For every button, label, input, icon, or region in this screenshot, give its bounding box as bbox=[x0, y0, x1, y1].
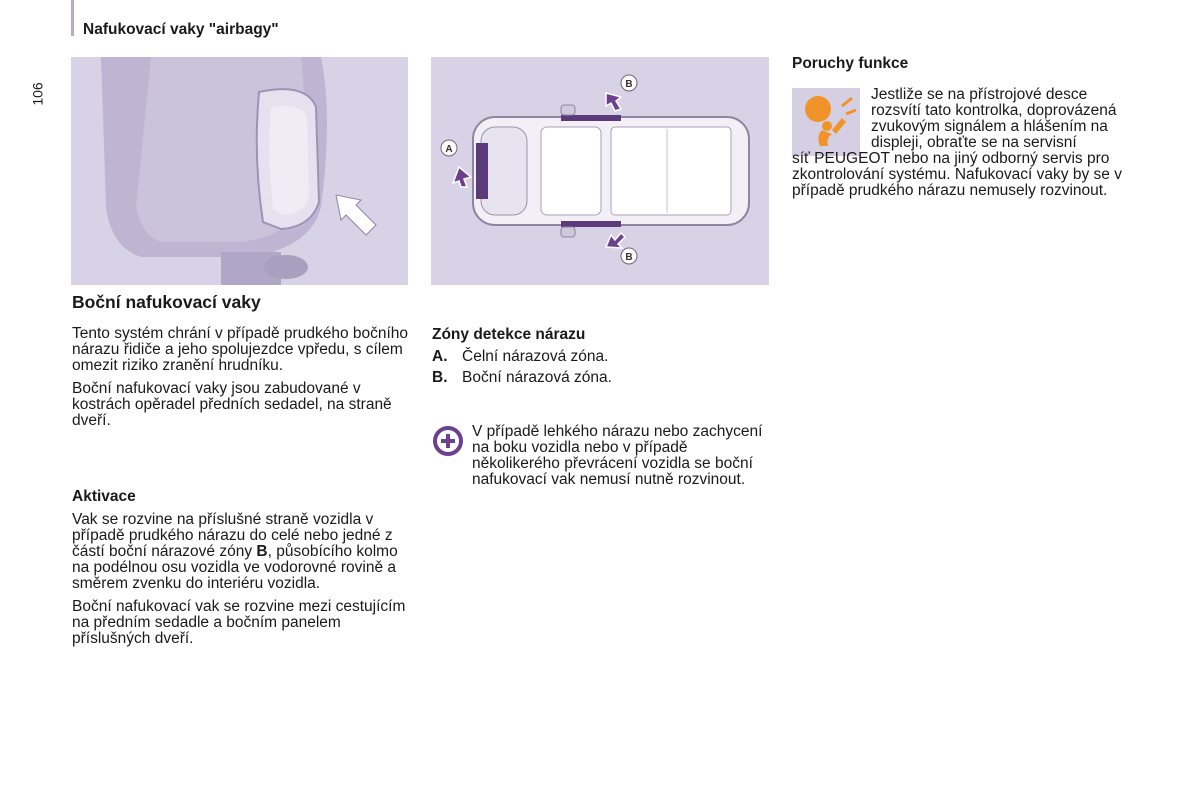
activation-para1-end: , působícího kolmo na podélnou osu vozidla ve vodorovné rovině a směrem zvenku do interiéru vozidla. bbox=[72, 543, 398, 592]
note-paragraph: V případě lehkého nárazu nebo zachycení na boku vozidla nebo v případě několikerého převrácení vozidla se boční nafukovací vak nemusí nutně rozvinout. bbox=[472, 423, 763, 488]
page-number-text: 106 bbox=[29, 82, 46, 106]
side-airbags-heading: Boční nafukovací vaky bbox=[72, 292, 261, 312]
side-airbags-para1: Tento systém chrání v případě prudkého bočního nárazu řidiče a jeho spolujezdce vpředu, s cílem omezit riziko zranění hrudníku. bbox=[72, 325, 409, 374]
section-title: Nafukovací vaky "airbagy" bbox=[83, 21, 279, 38]
zones-section bbox=[432, 326, 772, 388]
malfunction-para-rest: síť PEUGEOT nebo na jiný odborný servis pro zkontrolování systému. Nafukovací vaky by se v případě prudkého nárazu nemusely rozvinout. bbox=[792, 150, 1122, 199]
page-number bbox=[29, 80, 52, 110]
malfunction-heading-wrap bbox=[792, 55, 1137, 79]
label-b-bottom: B bbox=[625, 252, 633, 263]
activation-para2: Boční nafukovací vak se rozvine mezi cestujícím na předním sedadle a bočním panelem příslušných dveří. bbox=[72, 598, 406, 647]
info-plus-icon bbox=[432, 425, 464, 457]
zone-a-letter: A. bbox=[432, 348, 448, 365]
activation-para1-zone: B bbox=[256, 543, 268, 560]
seat-airbag-drawing bbox=[71, 57, 408, 285]
note-text bbox=[472, 424, 772, 495]
zones-heading: Zóny detekce nárazu bbox=[432, 326, 586, 343]
activation-para1 bbox=[72, 512, 412, 592]
left-column-body bbox=[72, 326, 412, 436]
vehicle-impact-zones-drawing bbox=[431, 57, 769, 285]
left-column bbox=[72, 292, 412, 313]
zone-b-text: Boční nárazová zóna. bbox=[462, 369, 612, 386]
zone-b-letter: B. bbox=[432, 369, 448, 386]
malfunction-heading: Poruchy funkce bbox=[792, 55, 909, 72]
header-accent-bar bbox=[71, 0, 74, 36]
zone-a-item bbox=[432, 346, 772, 367]
malfunction-body bbox=[792, 87, 1137, 206]
vehicle-top-view-diagram bbox=[431, 57, 769, 285]
zone-a-text: Čelní nárazová zóna. bbox=[462, 348, 609, 365]
side-airbags-para2: Boční nafukovací vaky jsou zabudované v kostrách opěradel předních sedadel, na straně dveří. bbox=[72, 380, 392, 429]
label-b-top: B bbox=[625, 79, 633, 90]
label-a: A bbox=[445, 144, 453, 155]
activation-heading: Aktivace bbox=[72, 488, 136, 505]
activation-para1-start: Vak se rozvine na příslušné straně vozidla v případě prudkého nárazu do celé nebo jedné z částí boční nárazové zóny bbox=[72, 511, 393, 560]
activation-section bbox=[72, 488, 412, 654]
seat-airbag-illustration bbox=[71, 57, 408, 285]
zone-b-item bbox=[432, 367, 772, 388]
malfunction-para-indented: Jestliže se na přístrojové desce rozsvítí tato kontrolka, doprovázená zvukovým signálem a hlášením na displeji, obraťte se na servisní bbox=[871, 86, 1117, 151]
